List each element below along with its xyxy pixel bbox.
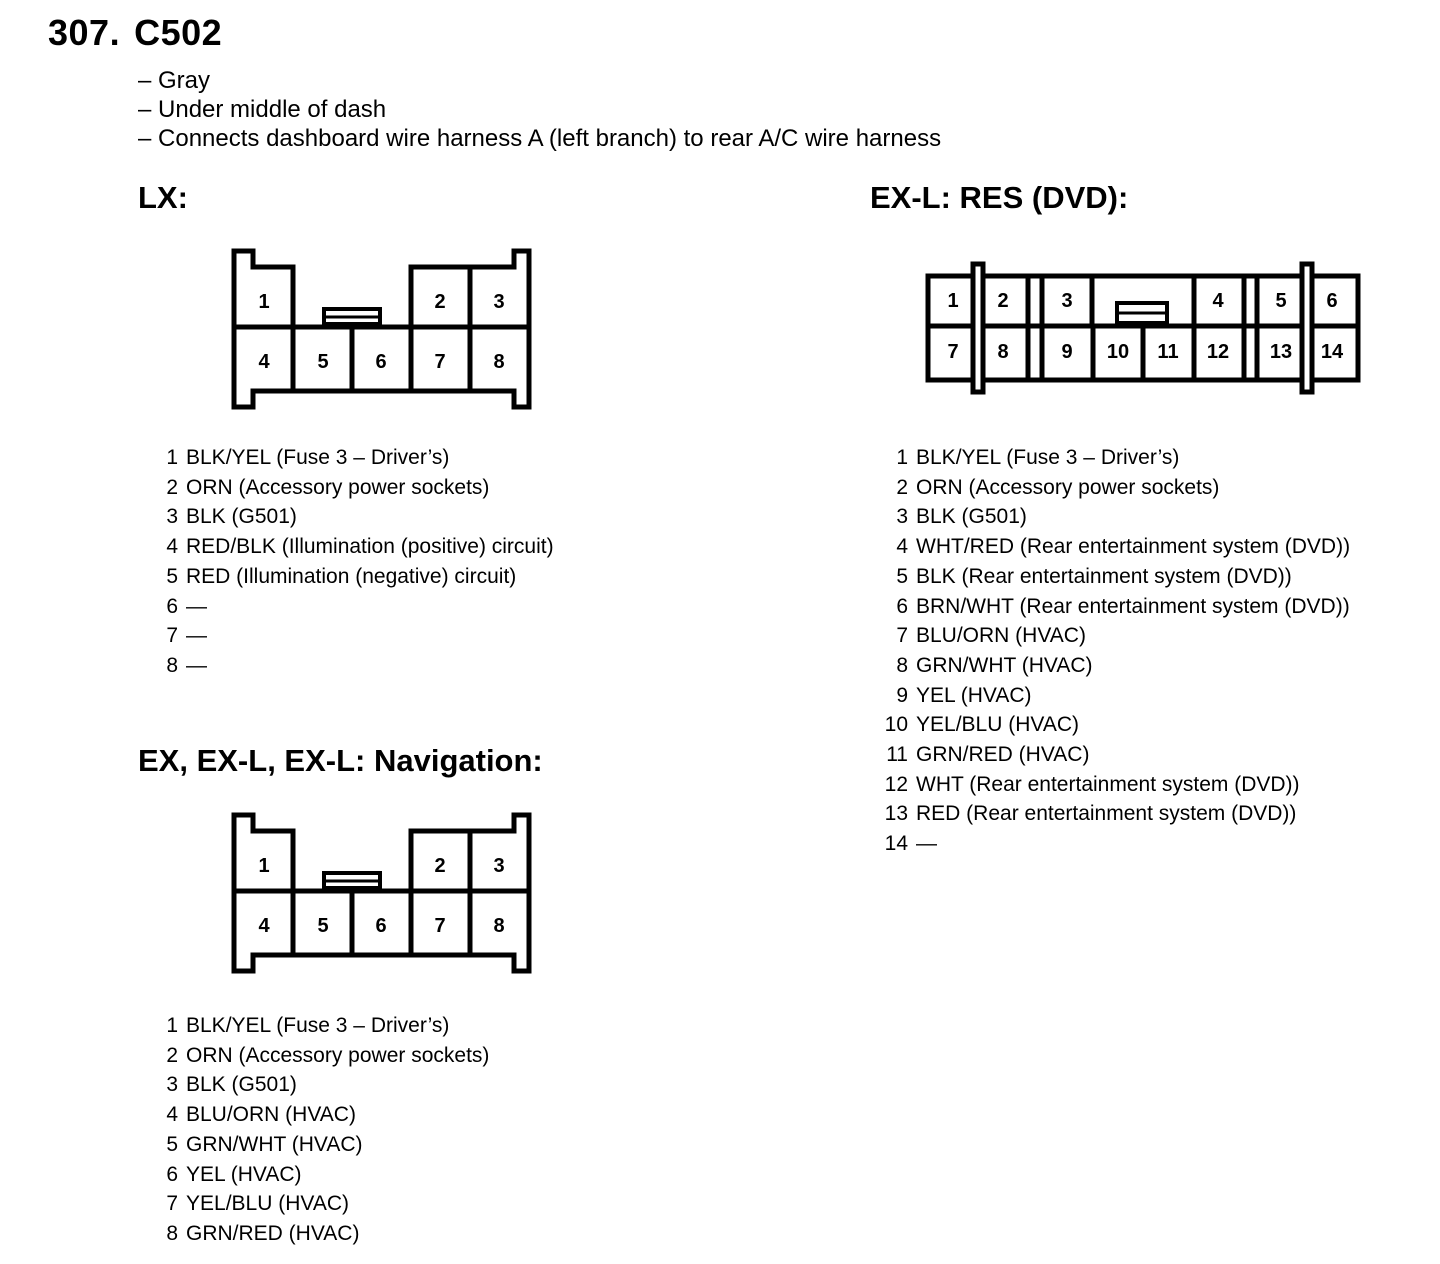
pin-label: 3 bbox=[493, 291, 505, 313]
pin-label: 7 bbox=[947, 341, 959, 363]
pin-label: 2 bbox=[434, 855, 446, 877]
pin-row: 3 BLK (G501) bbox=[896, 505, 1027, 529]
pin-label: 12 bbox=[1206, 341, 1230, 363]
pin-label: 3 bbox=[1061, 290, 1073, 312]
pin-row: 11 GRN/RED (HVAC) bbox=[886, 743, 1090, 767]
pin-row: 6 YEL (HVAC) bbox=[166, 1162, 302, 1186]
pin-label: 2 bbox=[997, 290, 1009, 312]
connector-number: 307. bbox=[48, 12, 121, 53]
pin-label: 9 bbox=[1061, 341, 1073, 363]
pin-row: 7 BLU/ORN (HVAC) bbox=[896, 624, 1086, 648]
pin-label: 13 bbox=[1269, 341, 1293, 363]
pin-label: 5 bbox=[317, 915, 329, 937]
pin-row: 14 — bbox=[884, 832, 937, 856]
pin-label: 10 bbox=[1106, 341, 1130, 363]
pin-row: 1 BLK/YEL (Fuse 3 – Driver’s) bbox=[166, 446, 450, 469]
pin-row: 5 RED (Illumination (negative) circuit) bbox=[166, 564, 517, 588]
pin-row: 2 ORN (Accessory power sockets) bbox=[896, 475, 1220, 499]
pin-label: 1 bbox=[258, 291, 270, 313]
pin-label: 6 bbox=[375, 351, 387, 373]
pin-row: 9 YEL (HVAC) bbox=[896, 683, 1032, 707]
pin-row: 6 BRN/WHT (Rear entertainment system (DVD)) bbox=[896, 594, 1350, 618]
pin-label: 7 bbox=[434, 351, 446, 373]
pin-row: 10 YEL/BLU (HVAC) bbox=[884, 713, 1079, 737]
pin-label: 7 bbox=[434, 915, 446, 937]
info-connection: – Connects dashboard wire harness A (left branch) to rear A/C wire harness bbox=[138, 125, 942, 152]
pin-label: 6 bbox=[1326, 290, 1338, 312]
pin-row: 2 ORN (Accessory power sockets) bbox=[166, 1043, 490, 1067]
pin-label: 8 bbox=[493, 915, 505, 937]
pin-label: 2 bbox=[434, 291, 446, 313]
pin-list-lx bbox=[164, 443, 554, 681]
info-color: – Gray bbox=[138, 67, 211, 94]
pin-label: 5 bbox=[1275, 290, 1287, 312]
pin-label: 5 bbox=[317, 351, 329, 373]
pin-row: 12 WHT (Rear entertainment system (DVD)) bbox=[884, 772, 1300, 796]
pin-row: 7 YEL/BLU (HVAC) bbox=[166, 1192, 349, 1216]
connector-diagram-exl-res bbox=[922, 260, 1364, 396]
pin-label: 8 bbox=[997, 341, 1009, 363]
pin-row: 3 BLK (G501) bbox=[166, 1073, 297, 1097]
pin-label: 4 bbox=[1212, 290, 1224, 312]
connector-diagram-lx bbox=[231, 248, 533, 410]
pin-row: 8 — bbox=[166, 653, 207, 677]
pin-row: 8 GRN/WHT (HVAC) bbox=[896, 653, 1093, 677]
pin-label: 3 bbox=[493, 855, 505, 877]
pin-row: 4 WHT/RED (Rear entertainment system (DVD)) bbox=[896, 535, 1351, 559]
pin-label: 1 bbox=[258, 855, 270, 877]
connector-diagram-ex bbox=[231, 812, 533, 974]
page-title bbox=[48, 12, 222, 54]
pin-row: 1 BLK/YEL (Fuse 3 – Driver’s) bbox=[166, 1014, 450, 1037]
pin-row: 4 BLU/ORN (HVAC) bbox=[166, 1103, 356, 1127]
pin-row: 13 RED (Rear entertainment system (DVD)) bbox=[884, 802, 1297, 826]
pin-label: 6 bbox=[375, 915, 387, 937]
info-location: – Under middle of dash bbox=[138, 96, 387, 123]
pin-label: 14 bbox=[1320, 341, 1344, 363]
section-title-ex: EX, EX-L, EX-L: Navigation: bbox=[138, 743, 543, 778]
pin-row: 2 ORN (Accessory power sockets) bbox=[166, 475, 490, 499]
connector-id: C502 bbox=[134, 12, 223, 53]
pin-label: 4 bbox=[258, 351, 270, 373]
pin-row: 8 GRN/RED (HVAC) bbox=[166, 1221, 360, 1245]
pin-list-exl-res bbox=[882, 443, 1350, 859]
pin-list-ex bbox=[164, 1011, 489, 1249]
pin-label: 1 bbox=[947, 290, 959, 312]
connector-info bbox=[138, 66, 941, 153]
pin-label: 11 bbox=[1157, 341, 1179, 363]
section-title-lx: LX: bbox=[138, 180, 188, 215]
latch bbox=[973, 264, 983, 392]
pin-row: 7 — bbox=[166, 624, 207, 648]
pin-row: 1 BLK/YEL (Fuse 3 – Driver’s) bbox=[896, 446, 1180, 469]
pin-row: 4 RED/BLK (Illumination (positive) circuit) bbox=[166, 535, 554, 559]
section-title-exl-res: EX-L: RES (DVD): bbox=[870, 180, 1129, 215]
pin-row: 3 BLK (G501) bbox=[166, 505, 297, 529]
pin-row: 6 — bbox=[166, 594, 207, 618]
pin-label: 8 bbox=[493, 351, 505, 373]
pin-row: 5 GRN/WHT (HVAC) bbox=[166, 1132, 363, 1156]
latch bbox=[1302, 264, 1312, 392]
pin-label: 4 bbox=[258, 915, 270, 937]
pin-row: 5 BLK (Rear entertainment system (DVD)) bbox=[896, 564, 1292, 588]
